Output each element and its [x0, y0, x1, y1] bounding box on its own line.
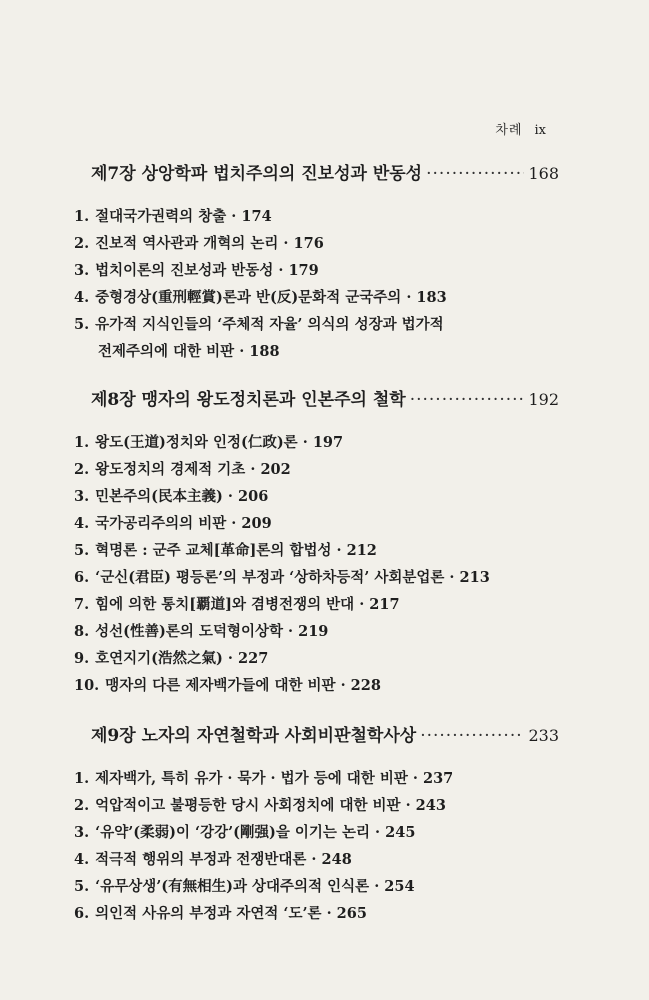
toc-item	[74, 647, 268, 668]
item-number: 5.	[74, 542, 90, 559]
item-number: 4.	[74, 515, 90, 532]
item-text: 유가적 지식인들의 ‘주체적 자율’ 의식의 성장과 법가적	[95, 316, 444, 333]
item-number: 3.	[74, 262, 90, 279]
item-text: 전제주의에 대한 비판 · 188	[98, 343, 280, 360]
item-text: ‘유약’(柔弱)이 ‘강강’(剛强)을 이기는 논리 · 245	[95, 824, 416, 841]
item-number: 4.	[74, 289, 90, 306]
item-text: 혁명론 : 군주 교체[革命]론의 합법성 · 212	[95, 542, 377, 559]
chapter-title: 제8장 맹자의 왕도정치론과 인본주의 철학	[91, 390, 406, 410]
item-text: 호연지기(浩然之氣) · 227	[95, 650, 269, 667]
item-number: 1.	[74, 208, 90, 225]
toc-item	[74, 767, 453, 788]
toc-item	[74, 458, 291, 479]
toc-item	[74, 431, 343, 452]
dot-leader	[420, 726, 524, 746]
item-text: 제자백가, 특히 유가 · 묵가 · 법가 등에 대한 비판 · 237	[95, 770, 454, 787]
toc-item	[74, 286, 447, 307]
item-text: 진보적 역사관과 개혁의 논리 · 176	[95, 235, 324, 252]
item-text: 중형경상(重刑輕賞)론과 반(反)문화적 군국주의 · 183	[95, 289, 447, 306]
toc-item	[74, 848, 352, 869]
toc-item	[74, 539, 377, 560]
toc-item	[74, 566, 490, 587]
chapter-7-heading	[91, 159, 559, 184]
toc-item	[74, 902, 367, 923]
toc-item	[74, 512, 272, 533]
toc-item	[74, 674, 381, 695]
item-number: 3.	[74, 824, 90, 841]
item-text: 성선(性善)론의 도덕형이상학 · 219	[95, 623, 329, 640]
item-text: 왕도정치의 경제적 기초 · 202	[95, 461, 291, 478]
chapter-page-number: 168	[528, 164, 559, 183]
item-number: 8.	[74, 623, 90, 640]
chapter-title: 제9장 노자의 자연철학과 사회비판철학사상	[91, 726, 417, 746]
item-number: 2.	[74, 235, 90, 252]
item-number: 5.	[74, 316, 90, 333]
item-text: 적극적 행위의 부정과 전쟁반대론 · 248	[95, 851, 352, 868]
item-text: 의인적 사유의 부정과 자연적 ‘도’론 · 265	[95, 905, 367, 922]
toc-item	[74, 620, 328, 641]
item-text: 맹자의 다른 제자백가들에 대한 비판 · 228	[105, 677, 381, 694]
chapter-8-heading	[91, 385, 559, 410]
item-text: 민본주의(民本主義) · 206	[95, 488, 269, 505]
toc-item	[74, 821, 415, 842]
item-text: 억압적이고 불평등한 당시 사회정치에 대한 비판 · 243	[95, 797, 446, 814]
item-text: 힘에 의한 통치[覇道]와 겸병전쟁의 반대 · 217	[95, 596, 400, 613]
item-number: 4.	[74, 851, 90, 868]
item-number: 2.	[74, 461, 90, 478]
toc-item-continuation	[92, 340, 280, 361]
item-text: ‘군신(君臣) 평등론’의 부정과 ‘상하차등적’ 사회분업론 · 213	[95, 569, 490, 586]
toc-item	[74, 259, 319, 280]
item-number: 1.	[74, 770, 90, 787]
chapter-page-number: 192	[528, 390, 559, 409]
running-head-page-number: ix	[534, 123, 546, 138]
toc-item	[74, 205, 272, 226]
item-number: 6.	[74, 905, 90, 922]
dot-leader	[410, 390, 525, 410]
item-number: 6.	[74, 569, 90, 586]
toc-item	[74, 232, 324, 253]
item-number: 1.	[74, 434, 90, 451]
item-number: 7.	[74, 596, 90, 613]
item-text: ‘유무상생’(有無相生)과 상대주의적 인식론 · 254	[95, 878, 415, 895]
toc-item	[74, 485, 268, 506]
dot-leader	[426, 164, 524, 184]
item-number: 3.	[74, 488, 90, 505]
chapter-page-number: 233	[528, 726, 559, 745]
item-text: 절대국가권력의 창출 · 174	[95, 208, 272, 225]
toc-item	[74, 313, 444, 334]
toc-item	[74, 875, 415, 896]
item-text: 법치이론의 진보성과 반동성 · 179	[95, 262, 319, 279]
item-text: 국가공리주의의 비판 · 209	[95, 515, 272, 532]
item-number: 10.	[74, 677, 100, 694]
item-number: 2.	[74, 797, 90, 814]
chapter-9-heading	[91, 721, 559, 746]
item-text: 왕도(王道)정치와 인정(仁政)론 · 197	[95, 434, 344, 451]
chapter-title: 제7장 상앙학파 법치주의의 진보성과 반동성	[91, 164, 423, 184]
item-number: 9.	[74, 650, 90, 667]
running-head	[495, 119, 546, 138]
running-head-label: 차례	[495, 123, 523, 138]
toc-item	[74, 593, 400, 614]
toc-item	[74, 794, 446, 815]
item-number: 5.	[74, 878, 90, 895]
